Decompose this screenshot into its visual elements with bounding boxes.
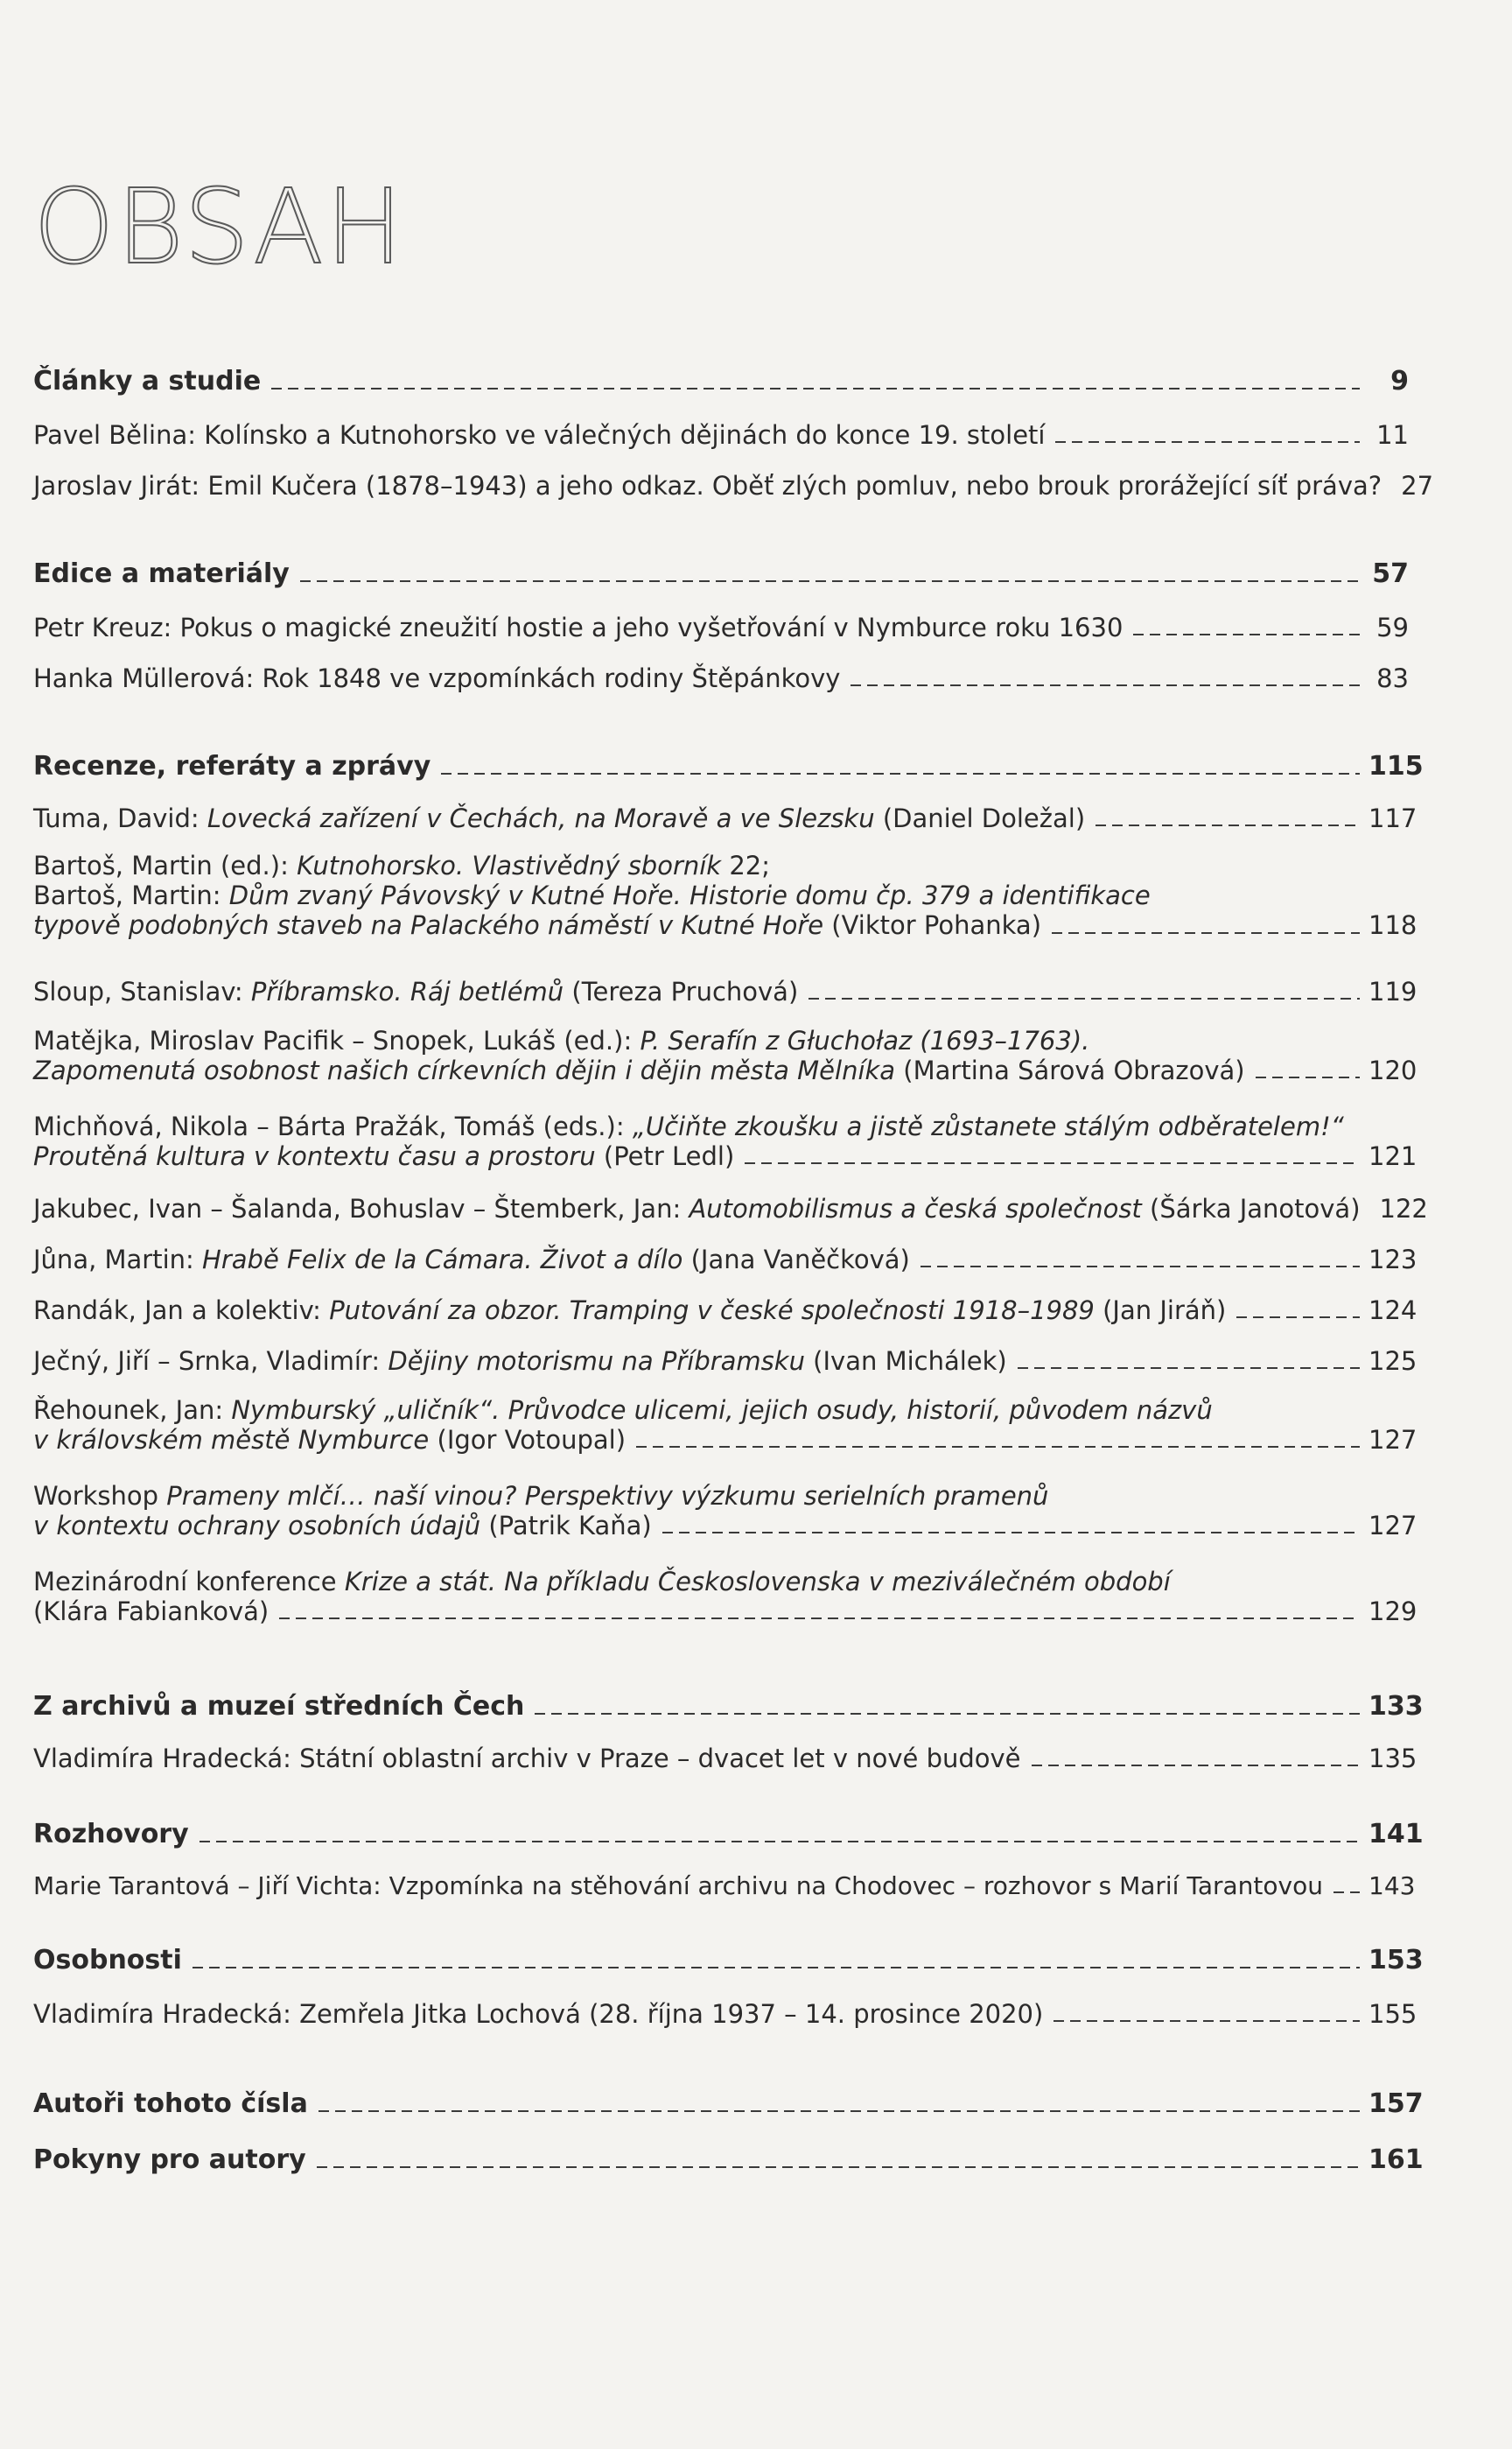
entry-line: Bartoš, Martin: Dům zvaný Pávovský v Kutné Hoře. Historie domu čp. 379 a identifikace [33,881,1151,911]
page-number: 115 [1368,751,1424,782]
dot-leader [1096,825,1360,826]
dot-leader [1032,1765,1360,1766]
entry-juna[interactable] [33,1245,1418,1274]
entry-michnova[interactable] [33,1112,1418,1172]
entry-randak[interactable] [33,1295,1418,1325]
section-clanky[interactable] [33,366,1409,396]
section-label: Autoři tohoto čísla [33,2088,308,2119]
dot-leader [1133,634,1360,635]
entry-line: Michňová, Nikola – Bárta Pražák, Tomáš (eds.): „Učiňte zkoušku a jistě zůstanete stálým odběratelem!“ [33,1112,1344,1141]
page-number: 135 [1368,1744,1418,1773]
dot-leader [317,2166,1360,2168]
section-label: Osobnosti [33,1945,182,1975]
entry-jecny[interactable] [33,1346,1418,1376]
entry-tarantova[interactable] [33,1871,1416,1900]
entry-konference[interactable] [33,1567,1418,1627]
entry-label: Vladimíra Hradecká: Zemřela Jitka Lochová (28. října 1937 – 14. prosince 2020) [33,1999,1044,2029]
dot-leader [535,1713,1360,1715]
page-number: 27 [1401,471,1434,501]
page-number: 121 [1368,1141,1418,1172]
entry-tuma[interactable] [33,803,1418,833]
dot-leader [662,1532,1360,1533]
page-number: 133 [1368,1691,1424,1722]
entry-line: Matějka, Miroslav Pacifik – Snopek, Lukáš (ed.): P. Serafín z Głuchołaz (1693–1763). [33,1026,1090,1056]
section-label: Články a studie [33,366,262,396]
entry-belina[interactable] [33,420,1409,450]
page-title: OBSAH [33,166,405,287]
page-number: 117 [1368,803,1418,833]
section-rozhovory[interactable] [33,1819,1424,1849]
page-number: 9 [1390,366,1409,396]
section-autori[interactable] [33,2088,1424,2119]
page-number: 11 [1376,420,1409,450]
page-number: 127 [1368,1425,1418,1456]
entry-label: Marie Tarantová – Jiří Vichta: Vzpomínka na stěhování archivu na Chodovec – rozhovor s Marií Tarantovou [33,1871,1323,1900]
entry-hradecka1[interactable] [33,1744,1418,1773]
entry-line: v královském městě Nymburce (Igor Votoupal) 127 [33,1425,1418,1456]
page-number: 125 [1368,1346,1418,1376]
dot-leader [300,580,1360,582]
entry-workshop[interactable] [33,1481,1418,1541]
entry-label: Jaroslav Jirát: Emil Kučera (1878–1943) a jeho odkaz. Oběť zlých pomluv, nebo brouk prorážející síť práva? [33,471,1382,501]
dot-leader [636,1446,1360,1448]
section-osobnosti[interactable] [33,1945,1424,1975]
dot-leader [1236,1316,1360,1318]
page-number: 127 [1368,1511,1418,1541]
dot-leader [271,388,1360,389]
dot-leader [1334,1891,1360,1893]
section-label: Edice a materiály [33,558,290,589]
entry-label: Petr Kreuz: Pokus o magické zneužití hostie a jeho vyšetřování v Nymburce roku 1630 [33,613,1124,642]
page-number: 129 [1368,1596,1418,1627]
page-number: 124 [1368,1295,1418,1325]
dot-leader [200,1841,1360,1842]
page-number: 83 [1376,663,1409,693]
section-label: Z archivů a muzeí středních Čech [33,1691,525,1722]
dot-leader [1256,1077,1360,1078]
page-number: 153 [1368,1945,1424,1975]
dot-leader [920,1266,1360,1267]
entry-bartos[interactable] [33,851,1418,941]
entry-label: Vladimíra Hradecká: Státní oblastní archiv v Praze – dvacet let v nové budově [33,1744,1021,1773]
dot-leader [192,1967,1360,1968]
entry-label: Pavel Bělina: Kolínsko a Kutnohorsko ve válečných dějinách do konce 19. století [33,420,1046,450]
page-number: 59 [1376,613,1409,642]
entry-line: Proutěná kultura v kontextu času a prostoru (Petr Ledl) 121 [33,1141,1418,1172]
dot-leader [808,998,1360,1000]
section-label: Pokyny pro autory [33,2144,306,2175]
dot-leader [318,2110,1360,2112]
entry-label: Sloup, Stanislav: Příbramsko. Ráj betlémů (Tereza Pruchová) [33,977,799,1007]
section-edice[interactable] [33,558,1409,589]
entry-kreuz[interactable] [33,613,1409,642]
entry-label: Jakubec, Ivan – Šalanda, Bohuslav – Štemberk, Jan: Automobilismus a česká společnost (Šárka Janotová) [33,1194,1361,1224]
page-number: 123 [1368,1245,1418,1274]
dot-leader [850,684,1360,686]
page-number: 161 [1368,2144,1424,2175]
page-number: 143 [1368,1871,1416,1900]
entry-label: Jůna, Martin: Hrabě Felix de la Cámara. Život a dílo (Jana Vaněčková) [33,1245,910,1274]
page-number: 118 [1368,910,1418,941]
entry-rehounek[interactable] [33,1395,1418,1456]
entry-line: Řehounek, Jan: Nymburský „uličník“. Průvodce ulicemi, jejich osudy, historií, původem názvů [33,1395,1213,1425]
entry-label: Ječný, Jiří – Srnka, Vladimír: Dějiny motorismu na Příbramsku (Ivan Michálek) [33,1346,1007,1376]
dot-leader [1054,2020,1360,2022]
entry-jakubec[interactable] [33,1194,1428,1224]
entry-line: Bartoš, Martin (ed.): Kutnohorsko. Vlastivědný sborník 22; [33,851,770,881]
entry-line: v kontextu ochrany osobních údajů (Patrik Kaňa) 127 [33,1511,1418,1541]
dot-leader [745,1162,1360,1164]
page-number: 157 [1368,2088,1424,2119]
entry-line: Workshop Prameny mlčí… naší vinou? Perspektivy výzkumu serielních pramenů [33,1481,1049,1511]
entry-line: (Klára Fabianková) 129 [33,1596,1418,1627]
page-number: 155 [1368,1999,1418,2029]
section-recenze[interactable] [33,751,1424,782]
dot-leader [279,1617,1360,1619]
section-label: Rozhovory [33,1819,189,1849]
entry-line: Mezinárodní konference Krize a stát. Na příkladu Československa v meziválečném období [33,1567,1171,1596]
page-number: 119 [1368,977,1418,1007]
entry-mullerova[interactable] [33,663,1409,693]
entry-sloup[interactable] [33,977,1418,1007]
entry-label: Hanka Müllerová: Rok 1848 ve vzpomínkách rodiny Štěpánkovy [33,663,841,693]
page-number: 120 [1368,1056,1418,1086]
dot-leader [1055,441,1360,443]
entry-line: Zapomenutá osobnost našich církevních dějin i dějin města Mělníka (Martina Sárová Obrazová) 120 [33,1056,1418,1086]
entry-label: Tuma, David: Lovecká zařízení v Čechách, na Moravě a ve Slezsku (Daniel Doležal) [33,803,1086,833]
entry-line: typově podobných staveb na Palackého náměstí v Kutné Hoře (Viktor Pohanka) 118 [33,910,1418,941]
page-number: 57 [1372,558,1409,589]
page-number: 141 [1368,1819,1424,1849]
entry-jirat[interactable] [33,471,1434,501]
dot-leader [441,773,1360,775]
dot-leader [1052,932,1360,934]
entry-hradecka2[interactable] [33,1999,1418,2029]
entry-label: Randák, Jan a kolektiv: Putování za obzor. Tramping v české společnosti 1918–1989 (Jan Jiráň) [33,1295,1227,1325]
section-label: Recenze, referáty a zprávy [33,751,431,782]
dot-leader [1018,1367,1360,1369]
entry-matejka[interactable] [33,1026,1418,1086]
section-archivu[interactable] [33,1691,1424,1722]
section-pokyny[interactable] [33,2144,1424,2175]
page-number: 122 [1379,1194,1428,1224]
